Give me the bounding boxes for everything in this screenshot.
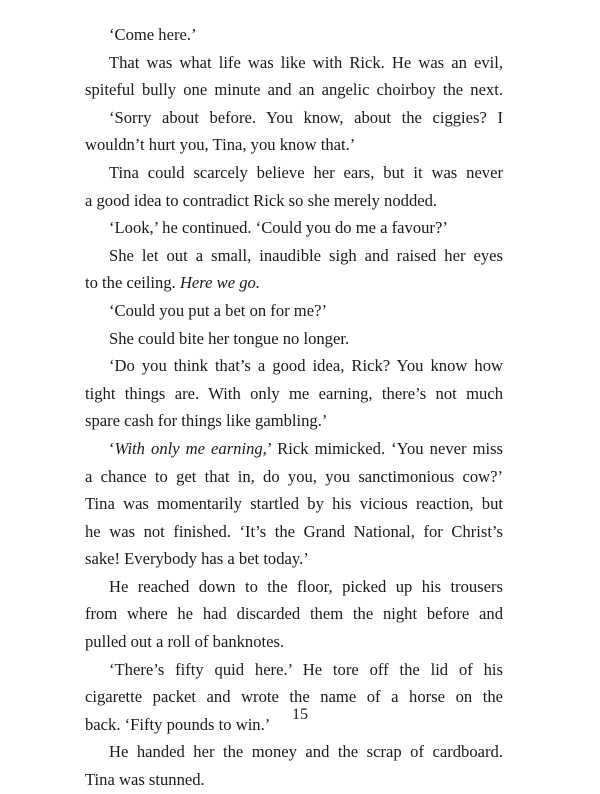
text-line [85, 435, 503, 463]
text-line: a good idea to contradict Rick so she merely nodded. [85, 190, 438, 210]
text-line: back. ‘Fifty pounds to win.’ [85, 714, 271, 734]
text-line: Tina was momentarily startled by his vicious reaction, but [85, 494, 503, 514]
text-line: ‘There’s fifty quid here.’ He tore off the lid of his [109, 659, 503, 679]
body-text [85, 21, 503, 794]
text-line: She could bite her tongue no longer. [109, 328, 350, 348]
text-line: ‘Could you put a bet on for me?’ [109, 300, 327, 320]
text-line: ‘Do you think that’s a good idea, Rick? You know how [109, 356, 503, 376]
text-line: cigarette packet and wrote the name of a horse on the [85, 687, 503, 707]
text-line: He reached down to the floor, picked up his trousers [109, 576, 503, 596]
text-run: to the ceiling. [85, 273, 176, 293]
text-line: Tina was stunned. [85, 770, 205, 790]
text-line: pulled out a roll of banknotes. [85, 632, 285, 652]
text-line: ‘Come here.’ [109, 25, 197, 44]
text-line: tight things are. With only me earning, there’s not much [85, 383, 503, 403]
text-line: That was what life was like with Rick. He was an evil, [109, 52, 503, 72]
text-line: from where he had discarded them the night before and [85, 604, 503, 624]
text-run: ‘ [109, 438, 115, 458]
text-line: spare cash for things like gambling.’ [85, 411, 328, 431]
italic-run: Here we go. [179, 273, 260, 293]
text-run: ’ Rick mimicked. ‘You never miss [266, 438, 503, 458]
text-line: He handed her the money and the scrap of cardboard. [109, 742, 503, 762]
text-line: spiteful bully one minute and an angelic choirboy the next. [85, 80, 503, 100]
italic-run: With only me earning, [114, 438, 267, 458]
text-line: Tina could scarcely believe her ears, but it was never [109, 162, 503, 182]
text-line [85, 269, 503, 297]
page-number: 15 [292, 706, 308, 723]
text-line: ‘Sorry about before. You know, about the ciggies? I [109, 107, 503, 127]
text-line: She let out a small, inaudible sigh and raised her eyes [109, 245, 503, 265]
text-line: ‘Look,’ he continued. ‘Could you do me a favour?’ [109, 218, 448, 238]
text-line: a chance to get that in, do you, you sanctimonious cow?’ [85, 466, 503, 486]
text-line: sake! Everybody has a bet today.’ [85, 549, 309, 569]
text-line: he was not finished. ‘It’s the Grand National, for Christ’s [85, 521, 503, 541]
text-line: wouldn’t hurt you, Tina, you know that.’ [85, 135, 356, 155]
